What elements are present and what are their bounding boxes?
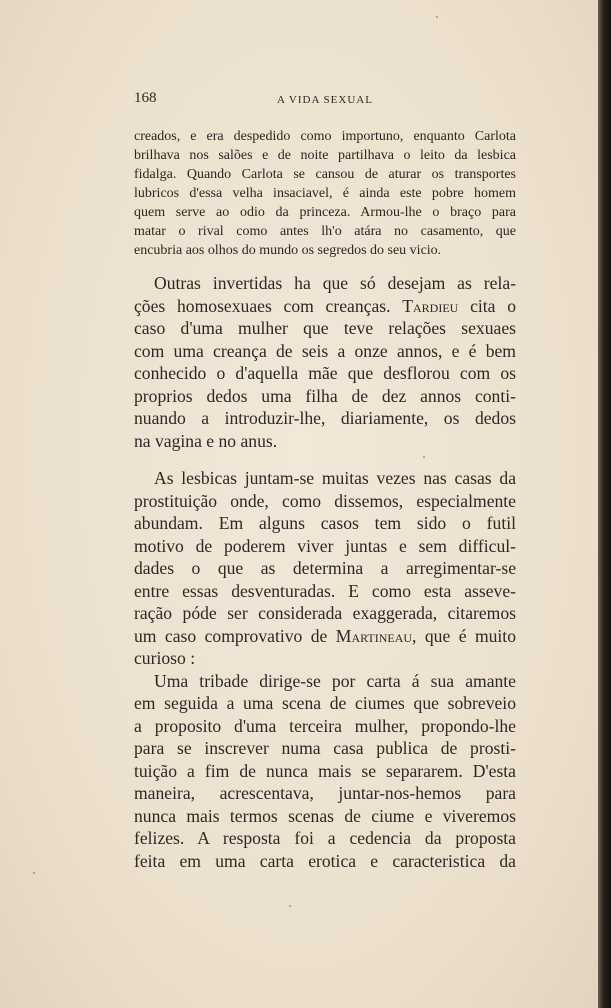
text-line: com uma creança de seis a onze annos, e é bem — [134, 340, 516, 361]
text-line: brilhava nos salões e de noite partilhava o leito da lesbica — [134, 148, 516, 163]
text-line: em seguida a uma scena de ciumes que sobreveio — [134, 693, 516, 713]
text-line: feita em uma carta erotica e caracteristica da — [134, 850, 516, 871]
text-line: tuição a fim de nunca mais se separarem. D'esta — [134, 760, 516, 781]
author-name-martineau: Martineau — [335, 625, 413, 646]
text-line: curioso : — [134, 648, 196, 668]
page-edge-shadow — [598, 0, 611, 1008]
text-line: quem serve ao odio da princeza. Armou-lhe o braço para — [134, 205, 516, 220]
text-line: creados, e era despedido como importuno, enquanto Carlota — [134, 129, 516, 144]
paragraph-lesbicas — [134, 467, 516, 872]
text-line: um caso comprovativo de Martineau, que é muito — [134, 625, 516, 646]
text-line: ções homosexuaes com creanças. Tardieu cita o — [134, 295, 517, 316]
paper-speck — [289, 905, 291, 907]
paragraph-invertidas — [134, 272, 516, 452]
text-line: Outras invertidas ha que só desejam as rela- — [154, 273, 516, 293]
quoted-passage — [134, 127, 516, 260]
text-line: Uma tribade dirige-se por carta á sua amante — [154, 670, 516, 691]
page-number: 168 — [134, 90, 157, 106]
text-line: caso d'uma mulher que teve relações sexuaes — [134, 318, 516, 338]
text-line: a proposito d'uma terceira mulher, propondo-lhe — [134, 715, 516, 736]
text-line: encubria aos olhos do mundo os segredos do seu vicio. — [134, 243, 442, 258]
paper-speck — [423, 456, 425, 458]
text-line: para se inscrever numa casa publica de prosti- — [134, 738, 516, 758]
text-line: motivo de poderem viver juntas e sem difficul- — [134, 535, 516, 556]
text-line: nuando a introduzir-lhe, diariamente, os dedos — [134, 408, 516, 428]
running-title: A VIDA SEXUAL — [277, 94, 373, 106]
running-head — [134, 90, 516, 110]
text-line: nunca mais termos scenas de ciume e viveremos — [134, 805, 516, 826]
text-line: prostituição onde, como dissemos, especialmente — [134, 490, 516, 511]
text-line: lubricos d'essa velha insaciavel, é ainda este pobre homem — [134, 186, 516, 201]
text-line: abundam. Em alguns casos tem sido o futil — [134, 513, 516, 533]
text-line: fidalga. Quando Carlota se cansou de aturar os transportes — [134, 167, 516, 182]
text-line: felizes. A resposta foi a cedencia da proposta — [134, 828, 516, 848]
text-line: proprios dedos uma filha de dez annos conti- — [134, 385, 516, 406]
text-line: As lesbicas juntam-se muitas vezes nas casas da — [154, 468, 516, 488]
text-line: dades o que as determina a arregimentar-se — [134, 558, 516, 578]
text-line: matar o rival como antes lh'o atára no casamento, que — [134, 224, 516, 239]
text-line: conhecido o d'aquella mãe que desflorou com os — [134, 363, 516, 383]
text-line: maneira, acrescentava, juntar-nos-hemos para — [134, 783, 516, 803]
author-name-tardieu: Tardieu — [402, 295, 459, 316]
paper-speck — [33, 872, 35, 874]
text-line: na vagina e no anus. — [134, 430, 278, 451]
text-line: entre essas desventuradas. E como esta asseve- — [134, 580, 516, 601]
text-line: ração póde ser considerada exaggerada, citaremos — [134, 603, 516, 623]
paper-speck — [436, 16, 438, 18]
